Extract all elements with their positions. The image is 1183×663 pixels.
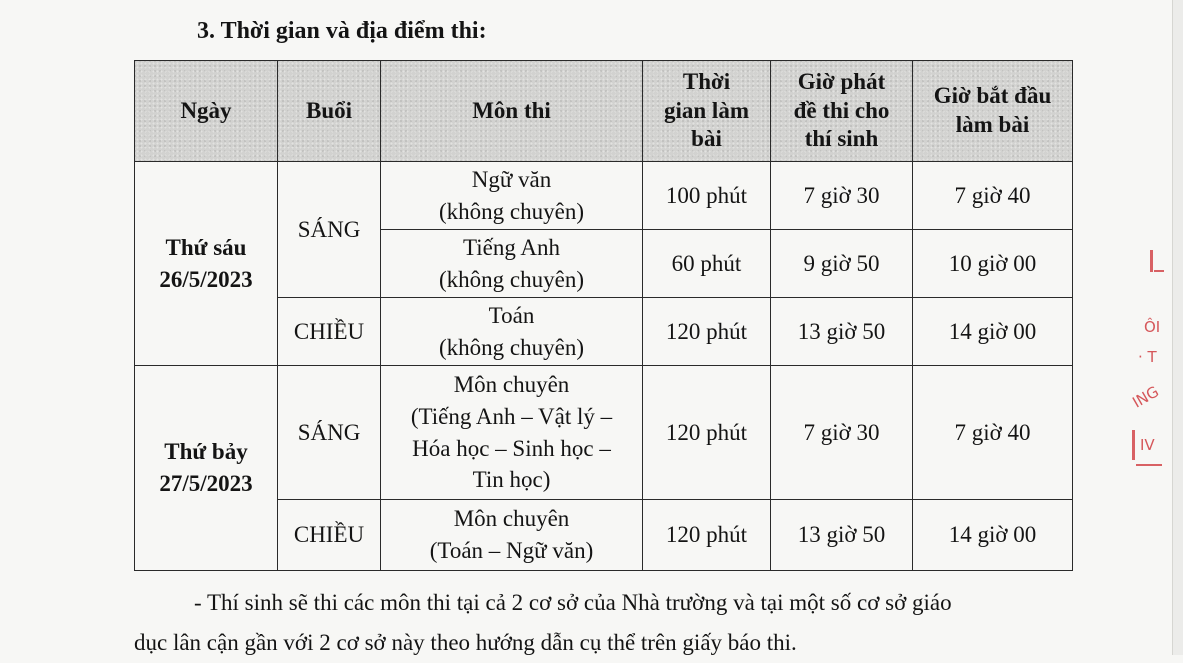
- stamp-text-fragment: ÔI: [1144, 318, 1161, 336]
- red-stamp-fragment: [1110, 240, 1170, 480]
- exam-schedule-table: [134, 60, 1073, 571]
- start-time-cell: 10 giờ 00: [913, 230, 1073, 298]
- col-header-session: Buổi: [278, 61, 381, 162]
- distribute-time-cell: 7 giờ 30: [771, 162, 913, 230]
- distribute-time-cell: 13 giờ 50: [771, 500, 913, 571]
- subject-cell: Ngữ văn (không chuyên): [381, 162, 643, 230]
- col-header-distribute-time: Giờ phát đề thi cho thí sinh: [771, 61, 913, 162]
- duration-cell: 120 phút: [643, 500, 771, 571]
- subject-cell: Toán (không chuyên): [381, 298, 643, 366]
- start-time-cell: 7 giờ 40: [913, 366, 1073, 500]
- stamp-stroke: [1136, 464, 1162, 466]
- day-cell: Thứ bảy 27/5/2023: [135, 366, 278, 571]
- distribute-time-cell: 13 giờ 50: [771, 298, 913, 366]
- session-cell: SÁNG: [278, 366, 381, 500]
- subject-cell: Tiếng Anh (không chuyên): [381, 230, 643, 298]
- table-header-row: [135, 61, 1073, 162]
- table-row: [135, 162, 1073, 230]
- stamp-stroke: [1154, 270, 1164, 272]
- duration-cell: 120 phút: [643, 366, 771, 500]
- col-header-start-time: Giờ bắt đầu làm bài: [913, 61, 1073, 162]
- start-time-cell: 7 giờ 40: [913, 162, 1073, 230]
- note-line-2: dục lân cận gần với 2 cơ sở này theo hướng dẫn cụ thể trên giấy báo thi.: [134, 630, 797, 655]
- stamp-stroke: [1132, 430, 1135, 460]
- day-cell: Thứ sáu 26/5/2023: [135, 162, 278, 366]
- session-cell: CHIỀU: [278, 298, 381, 366]
- subject-cell: Môn chuyên (Toán – Ngữ văn): [381, 500, 643, 571]
- col-header-subject: Môn thi: [381, 61, 643, 162]
- col-header-duration: Thời gian làm bài: [643, 61, 771, 162]
- stamp-text-fragment: IV: [1140, 436, 1155, 454]
- distribute-time-cell: 9 giờ 50: [771, 230, 913, 298]
- stamp-text-fragment: · T: [1138, 348, 1157, 366]
- stamp-text-fragment: ING: [1129, 382, 1162, 412]
- subject-cell: Môn chuyên (Tiếng Anh – Vật lý – Hóa học – Sinh học – Tin học): [381, 366, 643, 500]
- table-row: [135, 366, 1073, 500]
- exam-location-note: [134, 583, 1094, 663]
- session-cell: CHIỀU: [278, 500, 381, 571]
- duration-cell: 120 phút: [643, 298, 771, 366]
- duration-cell: 100 phút: [643, 162, 771, 230]
- session-cell: SÁNG: [278, 162, 381, 298]
- distribute-time-cell: 7 giờ 30: [771, 366, 913, 500]
- section-heading: 3. Thời gian và địa điểm thi:: [197, 18, 487, 44]
- start-time-cell: 14 giờ 00: [913, 500, 1073, 571]
- start-time-cell: 14 giờ 00: [913, 298, 1073, 366]
- col-header-day: Ngày: [135, 61, 278, 162]
- duration-cell: 60 phút: [643, 230, 771, 298]
- note-line-1: - Thí sinh sẽ thi các môn thi tại cả 2 cơ sở của Nhà trường và tại một số cơ sở giáo: [194, 590, 952, 615]
- stamp-stroke: [1150, 250, 1153, 272]
- paper-edge: [1172, 0, 1183, 655]
